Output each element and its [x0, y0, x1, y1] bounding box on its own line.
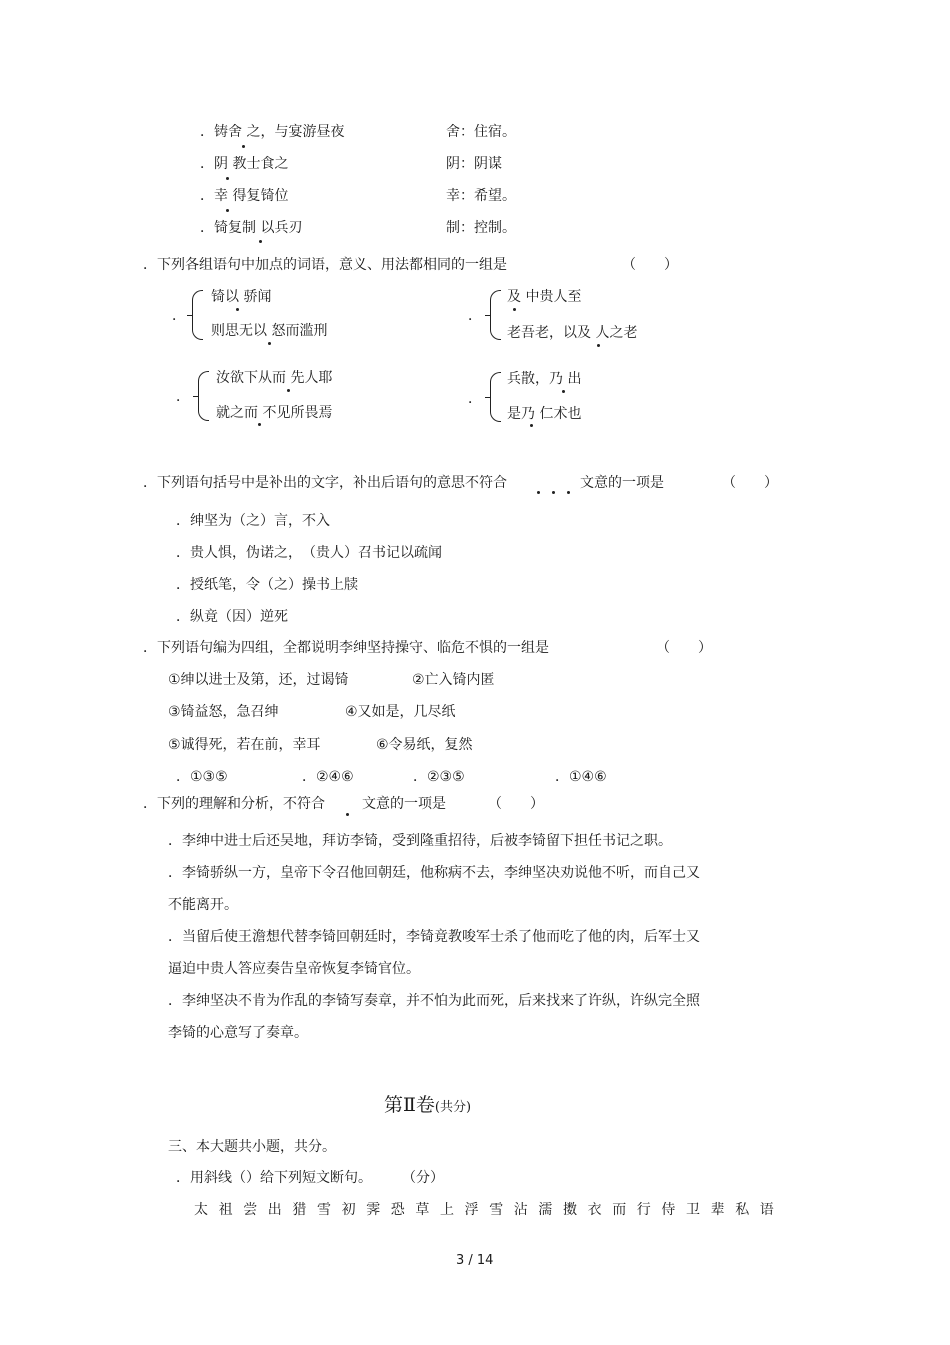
emphasis-dot — [242, 145, 245, 148]
group-choice-a: ．①③⑤ — [176, 769, 228, 785]
option-d: ．锜复制 以兵刃 — [200, 220, 303, 236]
group-d-marker: ． — [468, 391, 482, 407]
option-a: ．铸舍 之，与宴游昼夜 — [200, 124, 345, 140]
option-c-gloss: 幸：希望。 — [446, 188, 516, 204]
group-a-line2: 则思无以 怒而滥刑 — [211, 323, 328, 339]
analysis-option-c: ．当留后使王澹想代替李锜回朝廷时，李锜竟教唆军士杀了他而吃了他的肉，后军士又 — [168, 929, 700, 945]
brace — [490, 372, 501, 422]
group-d-line2: 是乃 仁术也 — [507, 406, 582, 422]
group-choice-d: ．①④⑥ — [555, 769, 607, 785]
emphasis-dot — [537, 491, 540, 494]
group-choice-b: ．②④⑥ — [302, 769, 354, 785]
brace — [198, 371, 209, 421]
analysis-option-d: ．李绅坚决不肯为作乱的李锜写奏章，并不怕为此而死，后来找来了许纵，许纵完全照 — [168, 993, 700, 1009]
question-supply-stem: ．下列语句括号中是补出的文字，补出后语句的意思不符合 — [143, 475, 507, 491]
question-supply-stem-end: 文意的一项是 — [580, 475, 664, 491]
group-item-6: ⑥令易纸，复然 — [376, 737, 473, 753]
question-words-stem: ．下列各组语句中加点的词语，意义、用法都相同的一组是 — [143, 257, 507, 273]
group-item-3: ③锜益怒，急召绅 — [168, 704, 279, 720]
supply-option-b: ．贵人惧，伪诺之， （贵人）召书记以疏闻 — [176, 545, 442, 561]
option-d-gloss: 制：控制。 — [446, 220, 516, 236]
page-number: 3 / 14 — [456, 1253, 494, 1268]
group-c-line2: 就之而 不见所畏焉 — [216, 405, 333, 421]
emphasis-dot — [287, 389, 290, 392]
option-b: ．阴 教士食之 — [200, 156, 289, 172]
emphasis-dot — [268, 342, 271, 345]
group-c-marker: ． — [176, 389, 190, 405]
supply-option-c: ．授纸笔，令（之）操书上牍 — [176, 577, 358, 593]
option-b-gloss: 阴：阴谋 — [446, 156, 502, 172]
analysis-option-d-cont: 李锜的心意写了奏章。 — [168, 1025, 308, 1041]
group-d-line1: 兵散，乃 出 — [507, 371, 582, 387]
group-choice-c: ．②③⑤ — [413, 769, 465, 785]
group-b-line1: 及 中贵人至 — [507, 289, 582, 305]
emphasis-dot — [567, 491, 570, 494]
analysis-option-b: ．李锜骄纵一方，皇帝下令召他回朝廷，他称病不去，李绅坚决劝说他不听，而自己又 — [168, 865, 700, 881]
passage-text: 太祖尝出猎雪初霁恐草上浮雪沾濡擞衣而行侍卫辈私语 — [194, 1202, 785, 1218]
supply-option-d: ．纵竟（因）逆死 — [176, 609, 288, 625]
group-item-4: ④又如是，几尽纸 — [345, 704, 456, 720]
answer-paren: （ ） — [488, 796, 544, 812]
group-b-marker: ． — [468, 308, 482, 324]
analysis-option-b-cont: 不能离开。 — [168, 897, 238, 913]
emphasis-dot — [259, 240, 262, 243]
answer-paren: （ ） — [622, 257, 678, 273]
brace — [192, 290, 203, 340]
group-item-5: ⑤诚得死，若在前，幸耳 — [168, 737, 321, 753]
brace — [490, 290, 501, 340]
option-c: ．幸 得复锜位 — [200, 188, 289, 204]
emphasis-dot — [258, 423, 261, 426]
emphasis-dot — [226, 209, 229, 212]
analysis-option-c-cont: 逼迫中贵人答应奏告皇帝恢复李锜官位。 — [168, 961, 420, 977]
emphasis-dot — [552, 491, 555, 494]
group-a-marker: ． — [172, 308, 186, 324]
punctuation-question-score: （分） — [402, 1170, 444, 1186]
section-title-note: (共分) — [434, 1100, 472, 1115]
question-analysis-stem: ．下列的理解和分析，不符合 — [143, 796, 325, 812]
emphasis-dot — [597, 344, 600, 347]
answer-paren: （ ） — [656, 640, 712, 656]
group-a-line1: 锜以 骄闻 — [211, 289, 272, 305]
section-title — [384, 1093, 471, 1120]
emphasis-dot — [562, 390, 565, 393]
group-item-2: ②亡入锜内匿 — [412, 672, 495, 688]
option-a-gloss: 舍：住宿。 — [446, 124, 516, 140]
group-c-line1: 汝欲下从而 先人耶 — [216, 370, 333, 386]
section-title-text: 第Ⅱ卷 — [384, 1094, 435, 1116]
emphasis-dot — [513, 308, 516, 311]
emphasis-dot — [236, 308, 239, 311]
supply-option-a: ．绅坚为（之）言，不入 — [176, 513, 330, 529]
emphasis-dot — [226, 177, 229, 180]
punctuation-question-stem: ．用斜线（）给下列短文断句。 — [176, 1170, 372, 1186]
group-item-1: ①绅以进士及第，还，过谒锜 — [168, 672, 349, 688]
group-b-line2: 老吾老，以及 人之老 — [507, 325, 638, 341]
emphasis-dot — [346, 813, 349, 816]
answer-paren: （ ） — [722, 475, 778, 491]
section-intro: 三、本大题共小题，共分。 — [168, 1139, 336, 1155]
analysis-option-a: ．李绅中进士后还吴地，拜访李锜，受到隆重招待，后被李锜留下担任书记之职。 — [168, 833, 672, 849]
question-analysis-stem-end: 文意的一项是 — [362, 796, 446, 812]
emphasis-dot — [530, 424, 533, 427]
question-group-stem: ．下列语句编为四组，全都说明李绅坚持操守、临危不惧的一组是 — [143, 640, 549, 656]
